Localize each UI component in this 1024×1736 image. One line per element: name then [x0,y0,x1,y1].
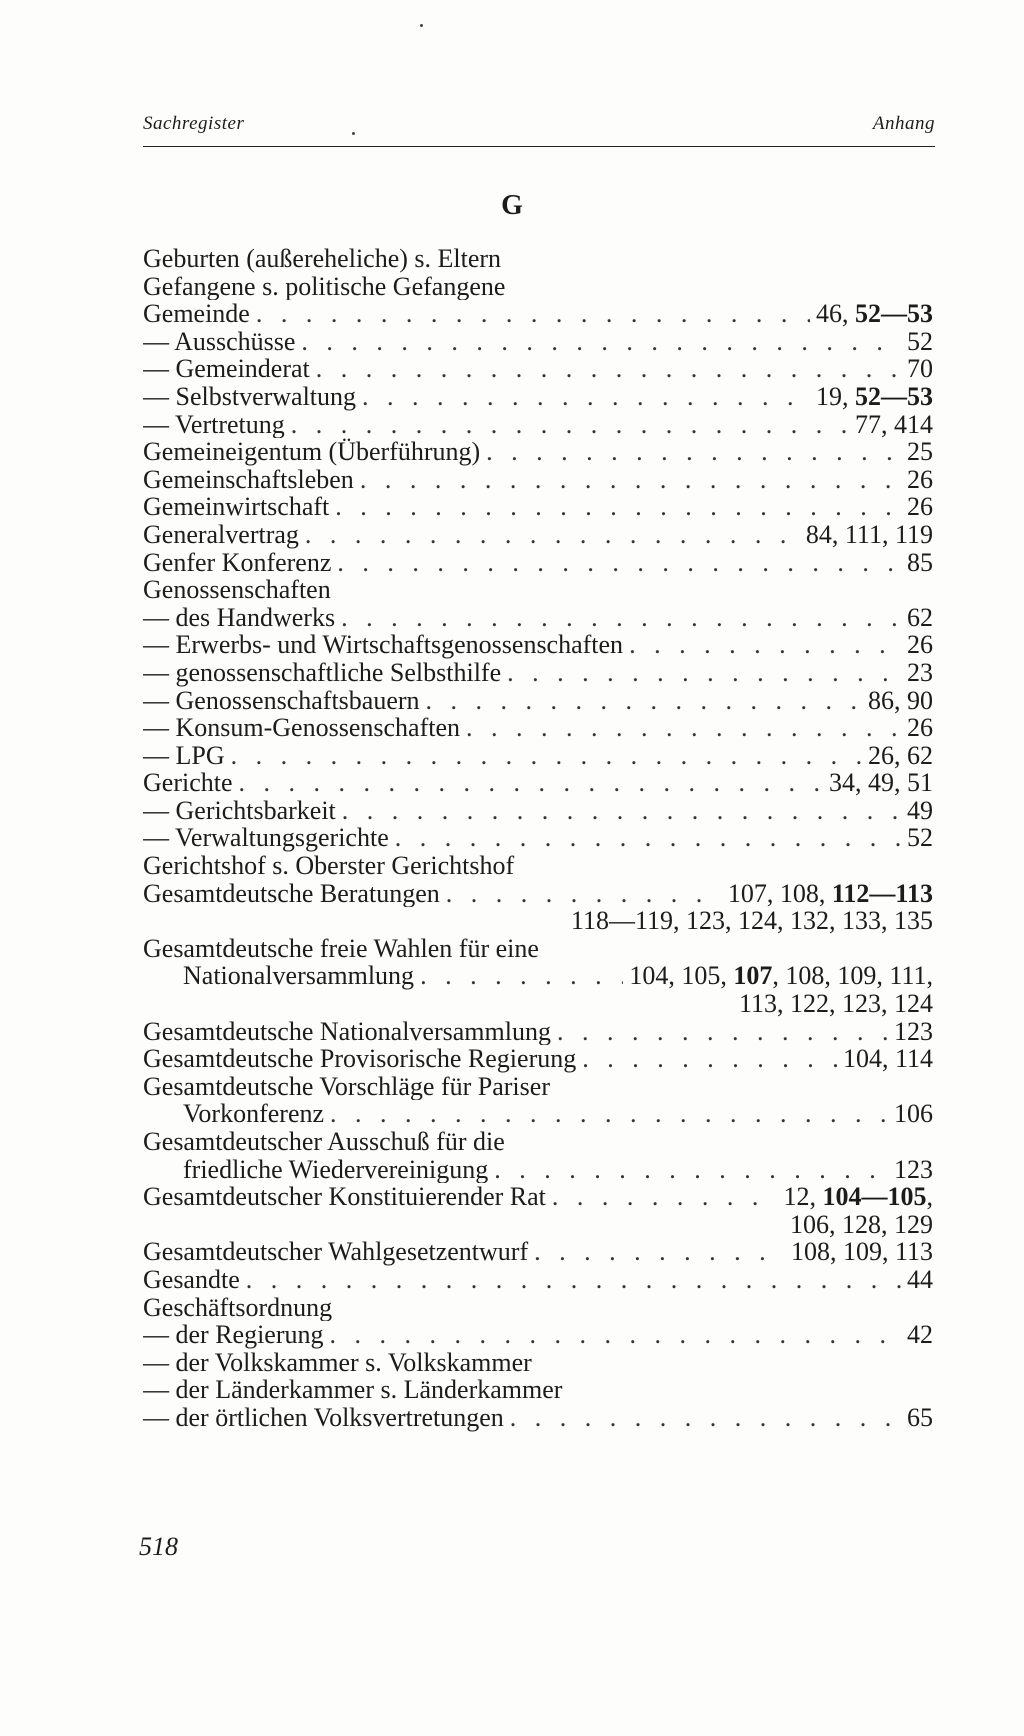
index-term: Geschäftsordnung [143,1293,333,1322]
index-term: Gesamtdeutscher Konstituierender Rat [143,1183,546,1211]
index-term: — Selbstverwaltung [143,382,357,411]
page-refs: 26 [907,493,933,521]
dot-leader [256,300,810,328]
dot-leader [337,549,901,577]
index-term: — der örtlichen Volksvertretungen [143,1403,504,1432]
page-ref-bold: 104—105 [822,1183,927,1211]
page-refs: 84, 111, 119 [805,520,933,549]
index-entry [143,852,933,880]
index-entry [143,659,933,687]
index-term: Gesamtdeutsche Vorschläge für Pariser [143,1072,550,1101]
page-refs: 85 [907,548,933,577]
dot-leader [426,687,862,715]
page-refs: 34, 49, 51 [829,769,933,797]
page-ref: 46, [816,300,855,328]
index-entry [143,1404,933,1432]
index-entry [143,300,933,328]
dot-leader [362,383,810,411]
page-refs: 86, 90 [868,686,933,715]
index-term: Gesamtdeutscher Wahlgesetzentwurf [143,1238,529,1266]
index-term: Genfer Konferenz [143,548,332,577]
page-refs: 118—119, 123, 124, 132, 133, 135 [570,907,933,935]
index-entry-continuation [143,1211,933,1239]
index-entry [143,576,933,604]
index-entry [143,935,933,963]
subject-index [143,245,933,1432]
page-refs: 65 [907,1403,933,1432]
index-entry [143,1349,933,1377]
dot-leader [552,1183,778,1211]
dot-leader [341,604,901,632]
print-speck [420,24,423,27]
index-entry [143,1376,933,1404]
index-entry [143,631,933,659]
index-entry [143,1045,933,1073]
page-refs: 23 [907,658,933,687]
dot-leader [420,962,623,990]
page-refs: 104, 114 [842,1045,933,1073]
index-term: Gesamtdeutsche Nationalversammlung [143,1017,551,1046]
page-ref-bold: 112—113 [831,879,933,908]
index-term: — Gerichtsbarkeit [143,796,336,825]
page-refs: 70 [907,355,933,383]
index-entry [143,714,933,742]
index-entry [143,1238,933,1266]
page-refs: 106, 128, 129 [790,1210,933,1239]
page-refs: 26 [907,631,933,659]
dot-leader [246,1266,901,1294]
dot-leader [335,493,901,521]
index-term: Gemeinwirtschaft [143,493,330,521]
index-term: — des Handwerks [143,603,336,632]
index-term: — Konsum-Genossenschaften [143,714,460,742]
header-rule [143,146,935,147]
index-entry-continuation [143,990,933,1018]
page-number: 518 [139,1532,178,1561]
dot-leader [330,1100,888,1128]
page-ref-bold: 52—53 [855,300,933,328]
index-term: — Genossenschaftsbauern [143,686,420,715]
page-refs: 62 [907,603,933,632]
index-entry [143,1128,933,1156]
section-letter: G [501,190,523,221]
index-entry [143,1183,933,1211]
index-term: — Erwerbs- und Wirtschaftsgenossenschaften [143,631,624,659]
dot-leader [305,521,800,549]
index-term: — Gemeinderat [143,355,310,383]
index-term: Genossenschaften [143,576,331,604]
index-term: Gerichtshof s. Oberster Gerichtshof [143,852,515,880]
index-entry [143,493,933,521]
page-refs: 25 [907,438,933,466]
dot-leader [507,659,901,687]
index-entry [143,742,933,770]
index-entry [143,466,933,494]
index-term: Gerichte [143,769,233,797]
page-refs [816,300,933,328]
dot-leader [301,328,901,356]
page-refs [816,383,933,411]
page-ref: 12, [783,1183,823,1211]
index-term: Vorkonferenz [183,1100,325,1128]
dot-leader [291,411,849,439]
dot-leader [534,1238,785,1266]
index-entry [143,962,933,990]
index-term: Geburten (außereheliche) s. Eltern [143,245,502,273]
index-term: Gefangene s. politische Gefangene [143,272,506,301]
running-head [143,113,935,135]
index-term: — genossenschaftliche Selbsthilfe [143,658,502,687]
dot-leader [446,880,722,908]
index-entry [143,687,933,715]
index-term: Gesamtdeutsche Beratungen [143,879,440,908]
page-refs: 52 [907,327,933,356]
page-ref: 107, 108, [727,879,832,908]
print-speck [352,132,355,135]
dot-leader [239,769,823,797]
page-refs: 26, 62 [868,741,933,770]
page-refs [728,880,933,908]
index-term: — LPG [143,741,225,770]
page-refs: 123 [894,1017,933,1046]
dot-leader [557,1018,888,1046]
index-entry [143,383,933,411]
index-entry [143,1321,933,1349]
index-entry [143,521,933,549]
index-entry [143,1266,933,1294]
page-ref: , [926,1183,933,1211]
dot-leader [629,631,901,659]
dot-leader [330,1321,901,1349]
index-term: Gemeinde [143,300,250,328]
index-entry [143,1156,933,1184]
page-ref-bold: 107 [733,962,773,991]
index-entry [143,880,933,908]
index-term: — der Länderkammer s. Länderkammer [143,1376,563,1404]
page-refs: 108, 109, 113 [790,1238,933,1266]
page-refs: 26 [907,465,933,494]
index-term: — Ausschüsse [143,327,296,356]
page-refs: 77, 414 [855,410,933,439]
dot-leader [395,824,901,852]
index-entry [143,604,933,632]
index-term: friedliche Wiedervereinigung [183,1155,489,1184]
index-term: Gesamtdeutsche Provisorische Regierung [143,1045,577,1073]
index-entry-continuation [143,907,933,935]
index-term: Gemeinschaftsleben [143,465,354,494]
index-entry [143,355,933,383]
page-refs: 26 [907,714,933,742]
dot-leader [231,742,862,770]
index-entry [143,549,933,577]
index-term: — Vertretung [143,410,285,439]
dot-leader [494,1156,888,1184]
page-refs: 44 [907,1265,933,1294]
index-entry [143,769,933,797]
index-term: — der Regierung [143,1321,324,1349]
dot-leader [486,438,901,466]
index-term: Gesamtdeutscher Ausschuß für die [143,1128,505,1156]
index-term: Gesamtdeutsche freie Wahlen für eine [143,934,539,963]
page-refs [784,1183,934,1211]
dot-leader [316,355,901,383]
index-term: — der Volkskammer s. Volkskammer [143,1348,532,1377]
index-entry [143,1073,933,1101]
dot-leader [582,1045,837,1073]
running-head-left: Sachregister [143,113,245,134]
index-entry [143,824,933,852]
page-refs: 42 [907,1321,933,1349]
index-term: Nationalversammlung [183,962,415,991]
page-refs: 113, 122, 123, 124 [738,990,933,1018]
page-ref: 104, 105, [629,962,734,991]
page-ref: , 108, 109, 111, [772,962,933,991]
index-term: Gesandte [143,1265,240,1294]
index-entry [143,1294,933,1322]
index-entry [143,1100,933,1128]
page-refs: 123 [894,1155,933,1184]
index-entry [143,1018,933,1046]
index-term: Gemeineigentum (Überführung) [143,438,481,466]
page-refs: 52 [907,824,933,853]
index-term: Generalvertrag [143,520,299,549]
page-refs: 49 [907,796,933,825]
index-entry [143,245,933,273]
dot-leader [342,797,901,825]
dot-leader [360,466,901,494]
index-entry [143,797,933,825]
page-refs [629,962,933,990]
index-term: — Verwaltungsgerichte [143,824,389,853]
index-entry [143,273,933,301]
page-refs: 106 [894,1100,933,1128]
page-ref-bold: 52—53 [855,382,933,411]
page-ref: 19, [816,382,855,411]
index-entry [143,411,933,439]
dot-leader [510,1404,901,1432]
running-head-right: Anhang [872,113,935,134]
index-entry [143,328,933,356]
dot-leader [466,714,901,742]
index-entry [143,438,933,466]
